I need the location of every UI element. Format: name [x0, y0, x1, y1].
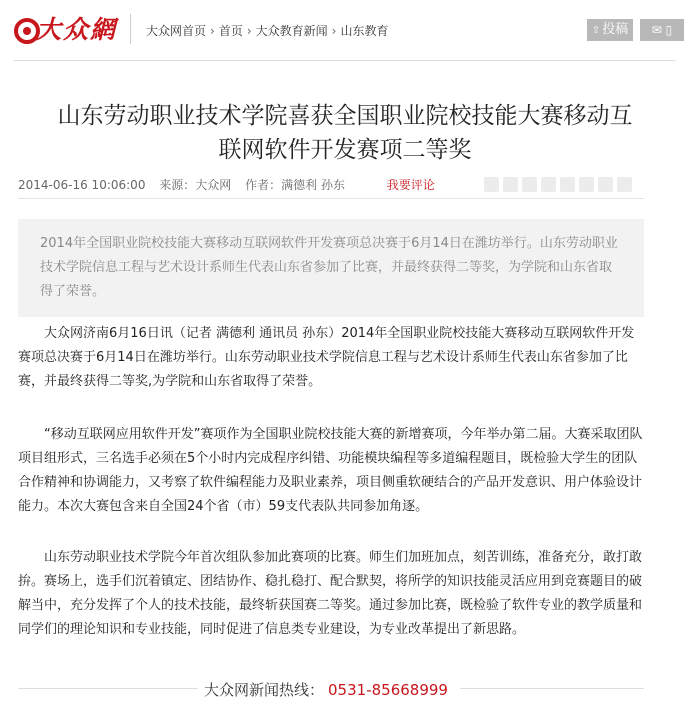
header-divider: [14, 60, 676, 61]
hotline-text: [204, 679, 448, 700]
news-hotline: [0, 677, 690, 701]
share-icon[interactable]: [617, 177, 632, 192]
site-logo[interactable]: [14, 8, 122, 48]
share-icon[interactable]: [484, 177, 499, 192]
share-bar: [480, 174, 632, 192]
title-line-2: 联网软件开发赛项二等奖: [218, 137, 472, 164]
arrow-up-icon: ⇧: [591, 25, 601, 36]
breadcrumb-shandong-education[interactable]: 山东教育: [340, 24, 389, 38]
breadcrumb-separator: ›: [246, 24, 252, 38]
breadcrumb: [146, 22, 389, 39]
breadcrumb-education-news[interactable]: 大众教育新闻: [255, 24, 328, 38]
article-source: 来源：大众网: [159, 178, 232, 192]
hotline-number: 0531-85668999: [328, 681, 448, 699]
article-paragraph: 山东劳动职业技术学院今年首次组队参加此赛项的比赛。师生们加班加点，刻苦训练，准备充分，敢打敢拚。赛场上，选手们沉着镇定、团结协作、稳扎稳打、配合默契，将所学的知识技能灵活应用到竞赛题目的破解当中，充分发挥了个人的技术技能，最终斩获国赛二等奖。通过参加比赛，既检验了软件专业的教学质量和同学们的理论知识和专业技能，同时促进了信息类专业建设，为专业改革提出了新思路。: [18, 550, 643, 637]
meta-divider: [18, 198, 644, 199]
logo-text: 大众網: [36, 15, 118, 44]
share-icon[interactable]: [503, 177, 518, 192]
publish-datetime: 2014-06-16 10:06:00: [18, 178, 146, 192]
breadcrumb-home[interactable]: 大众网首页: [146, 24, 207, 38]
submit-article-label: 投稿: [602, 22, 629, 37]
summary-text: 2014年全国职业院校技能大赛移动互联网软件开发赛项总决赛于6月14日在潍坊举行。山东劳动职业技术学院信息工程与艺术设计系师生代表山东省参加了比赛，并最终获得二等奖，为学院和山东省取得了荣誉。: [40, 236, 618, 299]
share-icon[interactable]: [522, 177, 537, 192]
breadcrumb-index[interactable]: 首页: [218, 24, 243, 38]
share-icon[interactable]: [598, 177, 613, 192]
share-icon[interactable]: [541, 177, 556, 192]
breadcrumb-separator: ›: [210, 24, 215, 38]
article-summary: [18, 219, 644, 317]
article-author: 作者：满德利 孙东: [245, 178, 345, 192]
share-icon[interactable]: [560, 177, 575, 192]
hotline-label: 大众网新闻热线：: [204, 681, 325, 699]
comment-link[interactable]: 我要评论: [386, 178, 435, 192]
title-line-1: 山东劳动职业技术学院喜获全国职业院校技能大赛移动互: [57, 103, 633, 130]
divider: [18, 688, 198, 689]
article-title: [0, 99, 690, 167]
breadcrumb-separator: ›: [331, 24, 337, 38]
contact-button[interactable]: [640, 19, 684, 41]
divider: [130, 14, 131, 44]
article-paragraph: “移动互联网应用软件开发”赛项作为全国职业院校技能大赛的新增赛项，今年举办第二届。大赛采取团队项目组形式，三名选手必须在5个小时内完成程序纠错、功能模块编程等多道编程题目，既检验大学生的团队合作精神和协调能力，又考察了软件编程能力及职业素养，项目侧重软硬结合的产品开发意识、用户体验设计能力。本次大赛包含来自全国24个省（市）59支代表队共同参加角逐。: [18, 427, 643, 514]
article-meta: [18, 176, 445, 193]
phone-icon: ▯: [665, 23, 673, 37]
share-icon[interactable]: [579, 177, 594, 192]
divider: [460, 688, 644, 689]
site-header: [0, 0, 690, 62]
mail-icon: ✉: [651, 23, 662, 37]
submit-article-button[interactable]: [587, 19, 633, 41]
article-paragraph: 大众网济南6月16日讯（记者 满德利 通讯员 孙东）2014年全国职业院校技能大赛移动互联网软件开发赛项总决赛于6月14日在潍坊举行。山东劳动职业技术学院信息工程与艺术设计系师生代表山东省参加了比赛，并最终获得二等奖,为学院和山东省取得了荣誉。: [18, 326, 635, 389]
